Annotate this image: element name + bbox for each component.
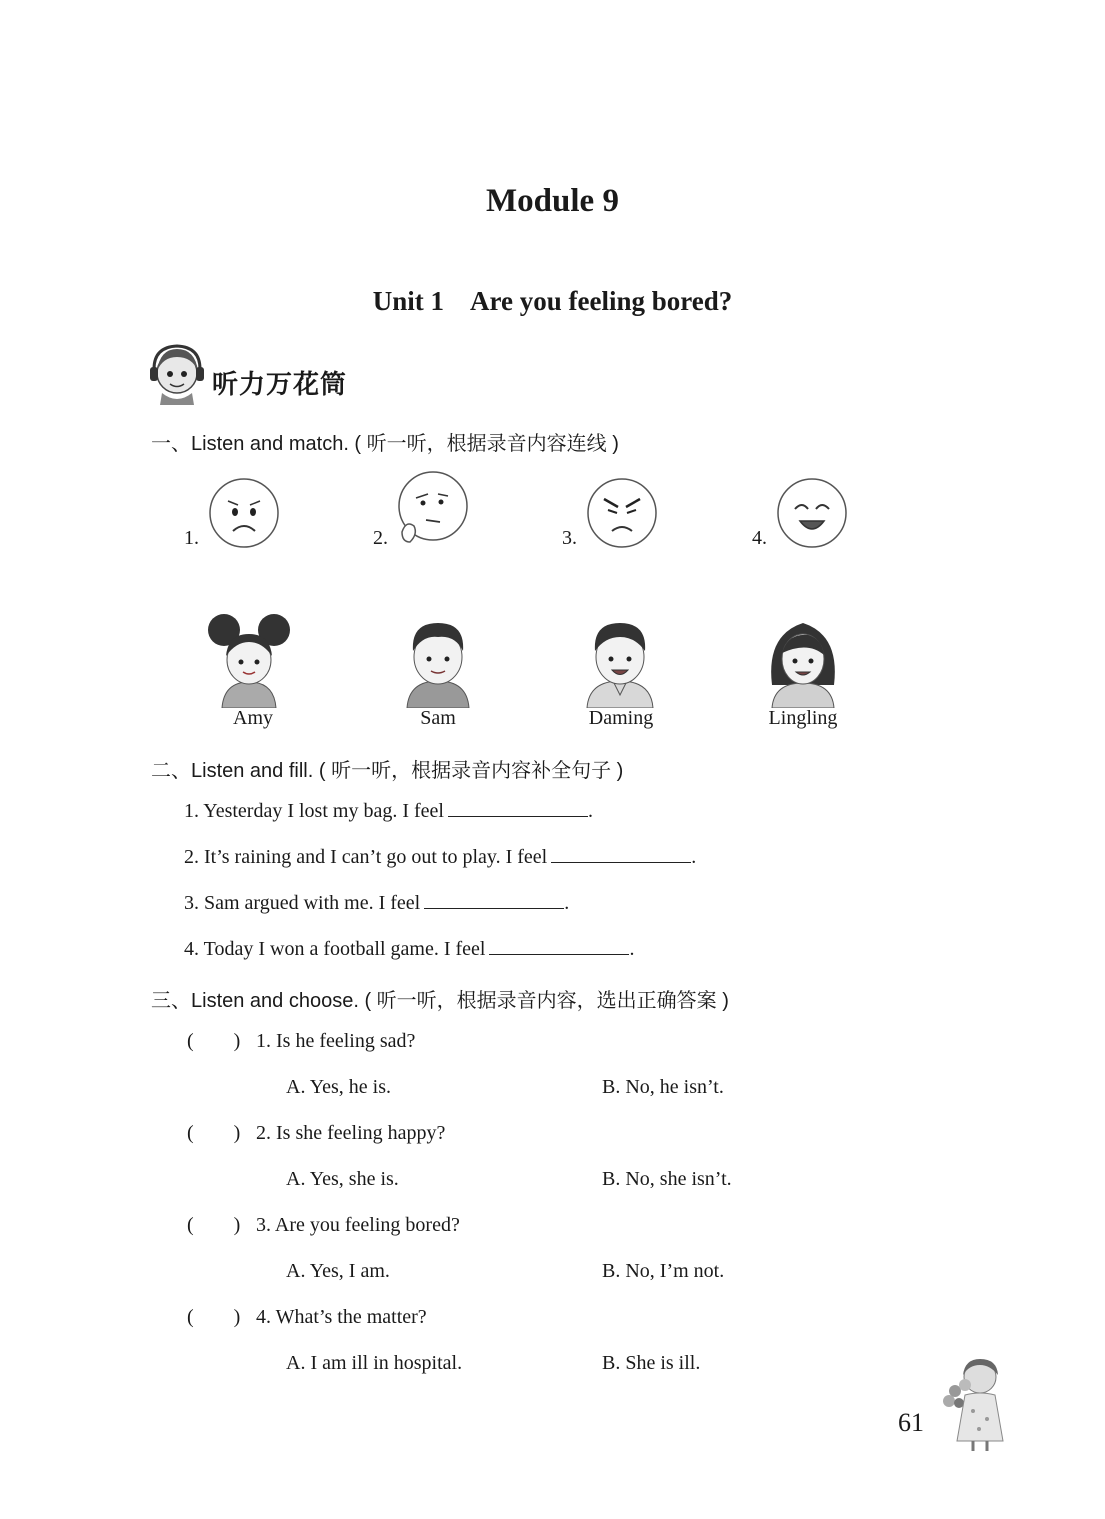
fill-item: 2. It’s raining and I can’t go out to play. I feel . xyxy=(184,846,697,868)
person-name: Daming xyxy=(588,707,654,729)
module-title: Module 9 xyxy=(486,183,619,219)
fill-item-text: 4. Today I won a football game. I feel xyxy=(184,938,486,960)
face-number: 4. xyxy=(752,527,767,549)
answer-blank[interactable] xyxy=(489,938,629,955)
lingling-portrait xyxy=(758,615,848,708)
option-a: A. Yes, I am. xyxy=(286,1260,390,1282)
angry-face-icon xyxy=(586,477,658,549)
unit-label: Unit 1 xyxy=(372,286,444,316)
section-heading: 听力万花筒 xyxy=(212,370,348,400)
sam-portrait xyxy=(393,615,483,708)
option-a: A. I am ill in hospital. xyxy=(286,1352,463,1374)
person-name: Sam xyxy=(420,707,456,729)
answer-paren[interactable]: ( ) xyxy=(187,1214,241,1236)
daming-portrait xyxy=(575,615,665,708)
fill-item: 1. Yesterday I lost my bag. I feel . xyxy=(184,800,593,822)
fill-item-text: 1. Yesterday I lost my bag. I feel xyxy=(184,800,444,822)
girl-with-flowers-icon xyxy=(935,1355,1020,1455)
fill-item-text: 3. Sam argued with me. I feel xyxy=(184,892,421,914)
fill-item: 3. Sam argued with me. I feel . xyxy=(184,892,570,914)
happy-face-icon xyxy=(776,477,848,549)
option-a: A. Yes, he is. xyxy=(286,1076,392,1098)
part1-heading: 一、Listen and match. ( 听一听，根据录音内容连线 ) xyxy=(151,433,619,455)
face-number: 2. xyxy=(373,527,388,549)
fill-item: 4. Today I won a football game. I feel . xyxy=(184,938,635,960)
answer-blank[interactable] xyxy=(424,892,564,909)
answer-paren[interactable]: ( ) xyxy=(187,1122,241,1144)
option-b: B. She is ill. xyxy=(602,1352,701,1374)
choice-question: 4. What’s the matter? xyxy=(256,1306,427,1328)
option-a: A. Yes, she is. xyxy=(286,1168,399,1190)
answer-blank[interactable] xyxy=(551,846,691,863)
option-b: B. No, I’m not. xyxy=(602,1260,725,1282)
part2-heading: 二、Listen and fill. ( 听一听，根据录音内容补全句子 ) xyxy=(151,760,624,782)
answer-paren[interactable]: ( ) xyxy=(187,1030,241,1052)
face-number: 1. xyxy=(184,527,199,549)
headphone-boy-icon xyxy=(148,343,206,405)
amy-portrait xyxy=(204,612,294,708)
choice-question: 3. Are you feeling bored? xyxy=(256,1214,460,1236)
choice-question: 1. Is he feeling sad? xyxy=(256,1030,416,1052)
option-b: B. No, she isn’t. xyxy=(602,1168,732,1190)
answer-paren[interactable]: ( ) xyxy=(187,1306,241,1328)
part3-heading: 三、Listen and choose. ( 听一听，根据录音内容，选出正确答案 ) xyxy=(151,990,729,1012)
face-number: 3. xyxy=(562,527,577,549)
choice-question: 2. Is she feeling happy? xyxy=(256,1122,446,1144)
unit-title xyxy=(0,286,1105,317)
sad-face-icon xyxy=(208,477,280,549)
person-name: Amy xyxy=(233,707,273,729)
unit-name: Are you feeling bored? xyxy=(470,286,733,316)
fill-item-text: 2. It’s raining and I can’t go out to play. I feel xyxy=(184,846,548,868)
bored-face-icon xyxy=(396,470,470,550)
answer-blank[interactable] xyxy=(448,800,588,817)
person-name: Lingling xyxy=(768,707,838,729)
option-b: B. No, he isn’t. xyxy=(602,1076,724,1098)
page-number: 61 xyxy=(898,1408,924,1437)
